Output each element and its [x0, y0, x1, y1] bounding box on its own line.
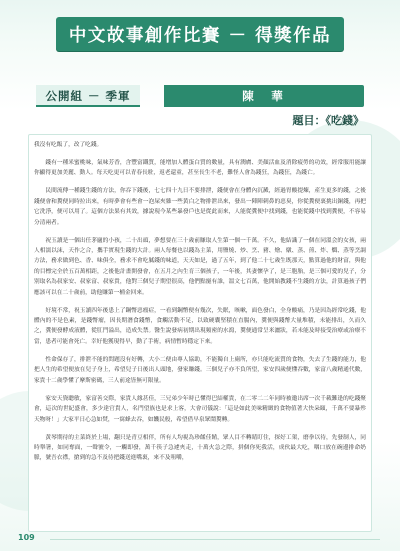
- paragraph: 性命保存了，排泄不能的問題沒有好轉，大小二便由專人協助，不能獨自上廁所，亦只能吃流質的食物，失去了生錢的能力，他把人生的希望便放在兒子身上，希望兒子日後出人頭地，發家賺錢。三個兒子亦不負所望，家安四歲便懂吞數，家富八歲精通代數，家貴十二歲學懂了摩斯密碼，三人前途皆無可限量。: [34, 356, 366, 384]
- info-row: [36, 85, 364, 107]
- page-number: 109: [18, 533, 35, 542]
- page-title: 中文故事創作比賽 － 得獎作品: [68, 25, 332, 46]
- header-banner: [56, 17, 344, 51]
- paragraph: 黃琴期待的主菜終於上場，翻只是青豆相伴，所有人均視為珍饈佳餚，眾人目不轉睛盯住，探好工架，磨拳以待，先發制人，同時舉箸，如同奪面，一聲號令，一觸即發，萬千筷子急遽夾走，十萬火急之際，拼個你死我活，成伙最大吃，咽口放在碗邊排命奶脈，號吾衣襟，搶到的急不及待把錢送進嘴裏，來不及咀嚼，: [34, 434, 366, 462]
- story-body: [34, 140, 366, 471]
- footer-divider: [50, 539, 380, 540]
- paragraph: 我沒有吃飯了，改了吃錢。: [34, 142, 103, 148]
- story-title: 題目：《吃錢》: [292, 114, 364, 127]
- info-divider: [140, 85, 164, 107]
- paragraph: 好境不常，祝玉讀四年後患上了鋼幣惡瘤症，一看到鋼幣便有幾次，失眠，咳嗽，面色發白，全身酸痛，乃是因為經常吃錢，他體內的不是色素，是錢幣瘤，因長期潛食錢幣，食觸活動不足，以致硬囊堅積在直腸內，糞便與錢幣大量堆積，未能排出，久而久之，糞便發酵成液體，從肛門溢出，造成失禁。醫生說發病初期出現頻密的水瀉，糞便通常呈米灑狀，若未能及時接受治療或治療不當，患者可能會死亡。幸好他獲現得早，動了手術，病情暫時穩定下來。: [34, 307, 366, 345]
- paragraph: 錢有一種米蜜桃味，氣味芳香，含豐富鐵質，能增加人體蛋白質的數量，具有潤膚、美顏活血及消除疲勞的功效，經常服用能讓你顯得更加美麗、動人。每天吃更可以青春長駐，返老還童，甚至長生不老，難怪人會為錢狂，為錢狂，為錢亡。: [34, 160, 366, 177]
- paragraph: 祝玉讀是一個出任茅廬的小孩，二十出頭，夢想要在三十歲前賺取人生第一個一千萬。不久，他結識了一個在同溫会的女孩，兩人相濡以沫，天作之合，攜手實現生錢的大計。兩人每餐也以錢為主菜，用鹽燒、炒、烹、豬、燴、燉、蒸、煎、炸、燜、蒸等烹調方法，務求做到色、香、味俱全，務求不會吃膩錢的味道，天天如是，過了五年，到了他二十七歲生既那天，點算過他的財富，與他的目標完全於五百萬相距，之後他計畫開發會，在五月之內生育三個孩子，一年後，其妻懷孕了，是三胞胎，是三個可愛的兒子，分別取名為叔家安、叔家富、叔家貴，他對三個兒子期望很高，他們點寵有誰，溫文七百萬，他開始教錢不生錢的方法，計算過孩子們應該可以在二十歲前，助他賺第一桶金回來。: [34, 237, 366, 296]
- category-label: 公開組 － 季軍: [36, 85, 140, 107]
- paragraph: 民間流傳一種錢生錢的方法，你吞下錢後，七七四十九日不要排泄，錢便會在身體內沉澱，經過胃酸提煉，產生更多的錢，之後錢便會和糞便同時拉出來，有時夢會有些會一泡屎夾雜一些黃白之物排泄出來，發出一陣陣刺鼻的惡臭，你從糞便裏挑出銅錢，再把它洗淨，便可以用了。這個方法果有其效，據說現今某些暴發戶也是從此而來，人能從糞便中找到錢，也能從錢中找到糞便，不容易分清兩者。: [34, 188, 366, 226]
- author-name: 陳 華: [164, 85, 364, 107]
- paragraph: 家安天資聰敏，家富善交際，家貴人緣甚佳，三兄弟少年時已懂得巴結權貴，在二零二二年同時被邀出席一次千載難逢的吃錢聚會，這次的世紀盛會，多少達官貴人，名門望族也是求上客，大會司儀說：「這是如此美味精緻的食物值著大快朵頤，千萬不要暴殄天物呀！」大家平日心急如焚，一窩蜂去吞，如饑民般，希望借早泉眾鬧糞轉。: [34, 395, 366, 423]
